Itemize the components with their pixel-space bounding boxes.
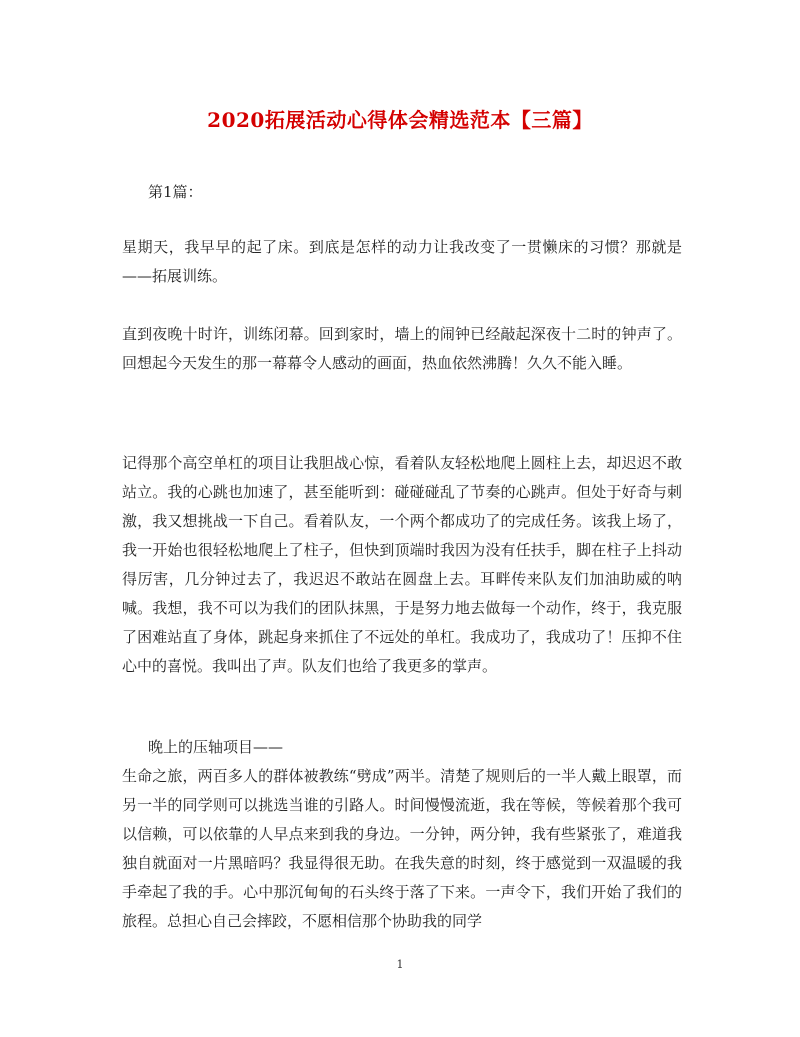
page-number: 1 [396, 958, 404, 971]
section-heading: 第1篇： [148, 183, 203, 201]
paragraph-5: 生命之旅，两百多人的群体被教练“劈成”两半。清楚了规则后的一半人戴上眼罩，而另一半的同学则可以挑选当谁的引路人。时间慢慢流逝，我在等候，等候着那个我可以信赖，可以依靠的人早点来到我的身边。一分钟，两分钟，我有些紧张了，难道我独自就面对一片黑暗吗？我显得很无助。在我失意的时刻，终于感觉到一双温暖的我手牵起了我的手。心中那沉甸甸的石头终于落了下来。一声令下，我们开始了我们的旅程。总担心自己会摔跤，不愿相信那个协助我的同学 [122, 767, 682, 930]
paragraph-4: 晚上的压轴项目—— [148, 738, 284, 756]
paragraph-1: 星期天，我早早的起了床。到底是怎样的动力让我改变了一贯懒床的习惯？那就是——拓展训练。 [122, 238, 682, 285]
paragraph-3: 记得那个高空单杠的项目让我胆战心惊，看着队友轻松地爬上圆柱上去，却迟迟不敢站立。我的心跳也加速了，甚至能听到：碰碰碰乱了节奏的心跳声。但处于好奇与刺激，我又想挑战一下自己。看着队友，一个两个都成功了的完成任务。该我上场了，我一开始也很轻松地爬上了柱子，但快到顶端时我因为没有任扶手，脚在柱子上抖动得厉害，几分钟过去了，我迟迟不敢站在圆盘上去。耳畔传来队友们加油助威的呐喊。我想，我不可以为我们的团队抹黑，于是努力地去做每一个动作，终于，我克服了困难站直了身体，跳起身来抓住了不远处的单杠。我成功了，我成功了！压抑不住心中的喜悦。我叫出了声。队友们也给了我更多的掌声。 [122, 454, 682, 675]
paragraph-2: 直到夜晚十时许，训练闭幕。回到家时，墙上的闹钟已经敲起深夜十二时的钟声了。回想起今天发生的那一幕幕令人感动的画面，热血依然沸腾！久久不能入睡。 [122, 325, 682, 372]
document-title: 2020拓展活动心得体会精选范本【三篇】 [207, 108, 593, 132]
